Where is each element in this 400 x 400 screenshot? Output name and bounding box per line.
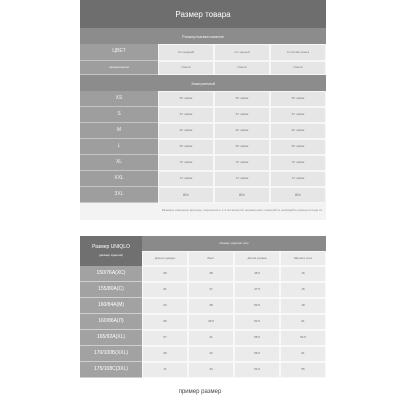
- table2-cell: 63: [142, 298, 188, 314]
- table2-head-title: Размер UNIQLO: [92, 244, 130, 251]
- table2-row-label: 170/100Б(XXL): [80, 346, 142, 362]
- footer-caption: пример размер: [178, 389, 222, 395]
- table2-cell: 71: [142, 362, 188, 378]
- table1-row-label: S: [80, 107, 158, 123]
- table2-cell: 59: [142, 266, 188, 282]
- table1-cell: 62 грамм: [214, 123, 270, 139]
- table1-name-label: наименование: [80, 61, 158, 75]
- table2-cell: 61: [280, 314, 326, 330]
- table2-cell: 52.5: [234, 314, 280, 330]
- table2-row-label: 160/86A(Л): [80, 314, 142, 330]
- table2-head-sub: (размер изделия): [98, 252, 124, 257]
- table1-cell: 57 грамм: [270, 107, 326, 123]
- table2-cell: 61: [142, 282, 188, 298]
- table1-color-col-2: Со черный: [214, 44, 270, 61]
- table1-cell: 55 грамм: [270, 91, 326, 107]
- table2-cell: 61: [280, 346, 326, 362]
- table1-cell: 62 грамм: [158, 123, 214, 139]
- table1-cell: 57 грамм: [214, 107, 270, 123]
- table2-cell: 15: [280, 282, 326, 298]
- table1-cell: 57 грамм: [158, 107, 214, 123]
- table1-name-col-3: Газета: [270, 61, 326, 75]
- table2-row-label: 150/76A(XC): [80, 266, 142, 282]
- table1-cell: 74 грамм: [270, 171, 326, 187]
- table2-cell: 41: [188, 330, 234, 346]
- table2-cell: 37: [188, 282, 234, 298]
- table1-row-label: 3XL: [80, 187, 158, 203]
- table2-cell: 65: [280, 362, 326, 378]
- table1-cell: 66 грамм: [270, 139, 326, 155]
- table1-title: Размер товара: [80, 0, 326, 28]
- table1-cell: 80г: [158, 187, 214, 203]
- table1-row-label: XS: [80, 91, 158, 107]
- table2-cell: 47.5: [234, 282, 280, 298]
- table1-cell: 62 грамм: [270, 123, 326, 139]
- table2-head: [80, 236, 142, 266]
- table2-cell: 50.5: [234, 298, 280, 314]
- table1-cell: 74 грамм: [158, 171, 214, 187]
- table1-cell: 74 грамм: [214, 171, 270, 187]
- size-table-2: [80, 236, 326, 384]
- table2-cell: 56.5: [234, 346, 280, 362]
- table2-cell: 18: [280, 298, 326, 314]
- table2-cell: 43: [188, 362, 234, 378]
- table1-cell: 80г: [214, 187, 270, 203]
- table2-cell: 45.5: [234, 266, 280, 282]
- table1-row-label: L: [80, 139, 158, 155]
- table1-cell: 70 грамм: [158, 155, 214, 171]
- table2-cell: 65: [142, 314, 188, 330]
- table1-cell: 66 грамм: [214, 139, 270, 155]
- table1-color-col-3: Со белая газета: [270, 44, 326, 61]
- table2-cell: 52.5: [280, 330, 326, 346]
- table2-cell: 55.5: [234, 330, 280, 346]
- table2-row-label: 175/108C(3XL): [80, 362, 142, 378]
- table1-color-col-1: Со средний: [158, 44, 214, 61]
- table1-cell: 66 грамм: [158, 139, 214, 155]
- table2-group-header: Размер изделия (см): [142, 236, 326, 251]
- table2-cell: 38: [188, 298, 234, 314]
- table2-cell: 16: [280, 266, 326, 282]
- table2-subheader: Длина рукава: [234, 251, 280, 266]
- table1-name-col-2: Газета: [214, 61, 270, 75]
- table1-color-label: ЦВЕТ: [80, 44, 158, 61]
- table2-row-label: 160/84A(M): [80, 298, 142, 314]
- table2-cell: 67: [142, 330, 188, 346]
- table1-cell: 70 грамм: [214, 155, 270, 171]
- table2-row-label: 155/80A(C): [80, 282, 142, 298]
- table2-cell: 51.5: [234, 362, 280, 378]
- table2-cell: 38: [188, 266, 234, 282]
- table1-row-label: M: [80, 123, 158, 139]
- table1-row-label: XL: [80, 155, 158, 171]
- table1-cell: 80г: [270, 187, 326, 203]
- table1-cell: 55 грамм: [214, 91, 270, 107]
- table1-cell: 55 грамм: [158, 91, 214, 107]
- table2-cell: 69: [142, 346, 188, 362]
- table1-row-label: XXL: [80, 171, 158, 187]
- table1-name-col-1: Газета: [158, 61, 214, 75]
- table1-header-section: Размер/наименование: [80, 28, 326, 44]
- table2-subheader: Длина одежды: [142, 251, 188, 266]
- table2-row-label: 165/92A(XL): [80, 330, 142, 346]
- table1-note: Размеры измерены вручную, погрешность 1-3 см является нормальной, пожалуйста, выбирайте размер исходя из: [161, 208, 322, 212]
- table2-subheader: Ширина плеч: [280, 251, 326, 266]
- table2-cell: 42: [188, 346, 234, 362]
- table1-size-section: Замеряемый: [80, 75, 326, 91]
- table2-subheader: Бюст: [188, 251, 234, 266]
- table2-cell: 39.5: [188, 314, 234, 330]
- table1-cell: 70 грамм: [270, 155, 326, 171]
- size-table-1: [80, 0, 326, 220]
